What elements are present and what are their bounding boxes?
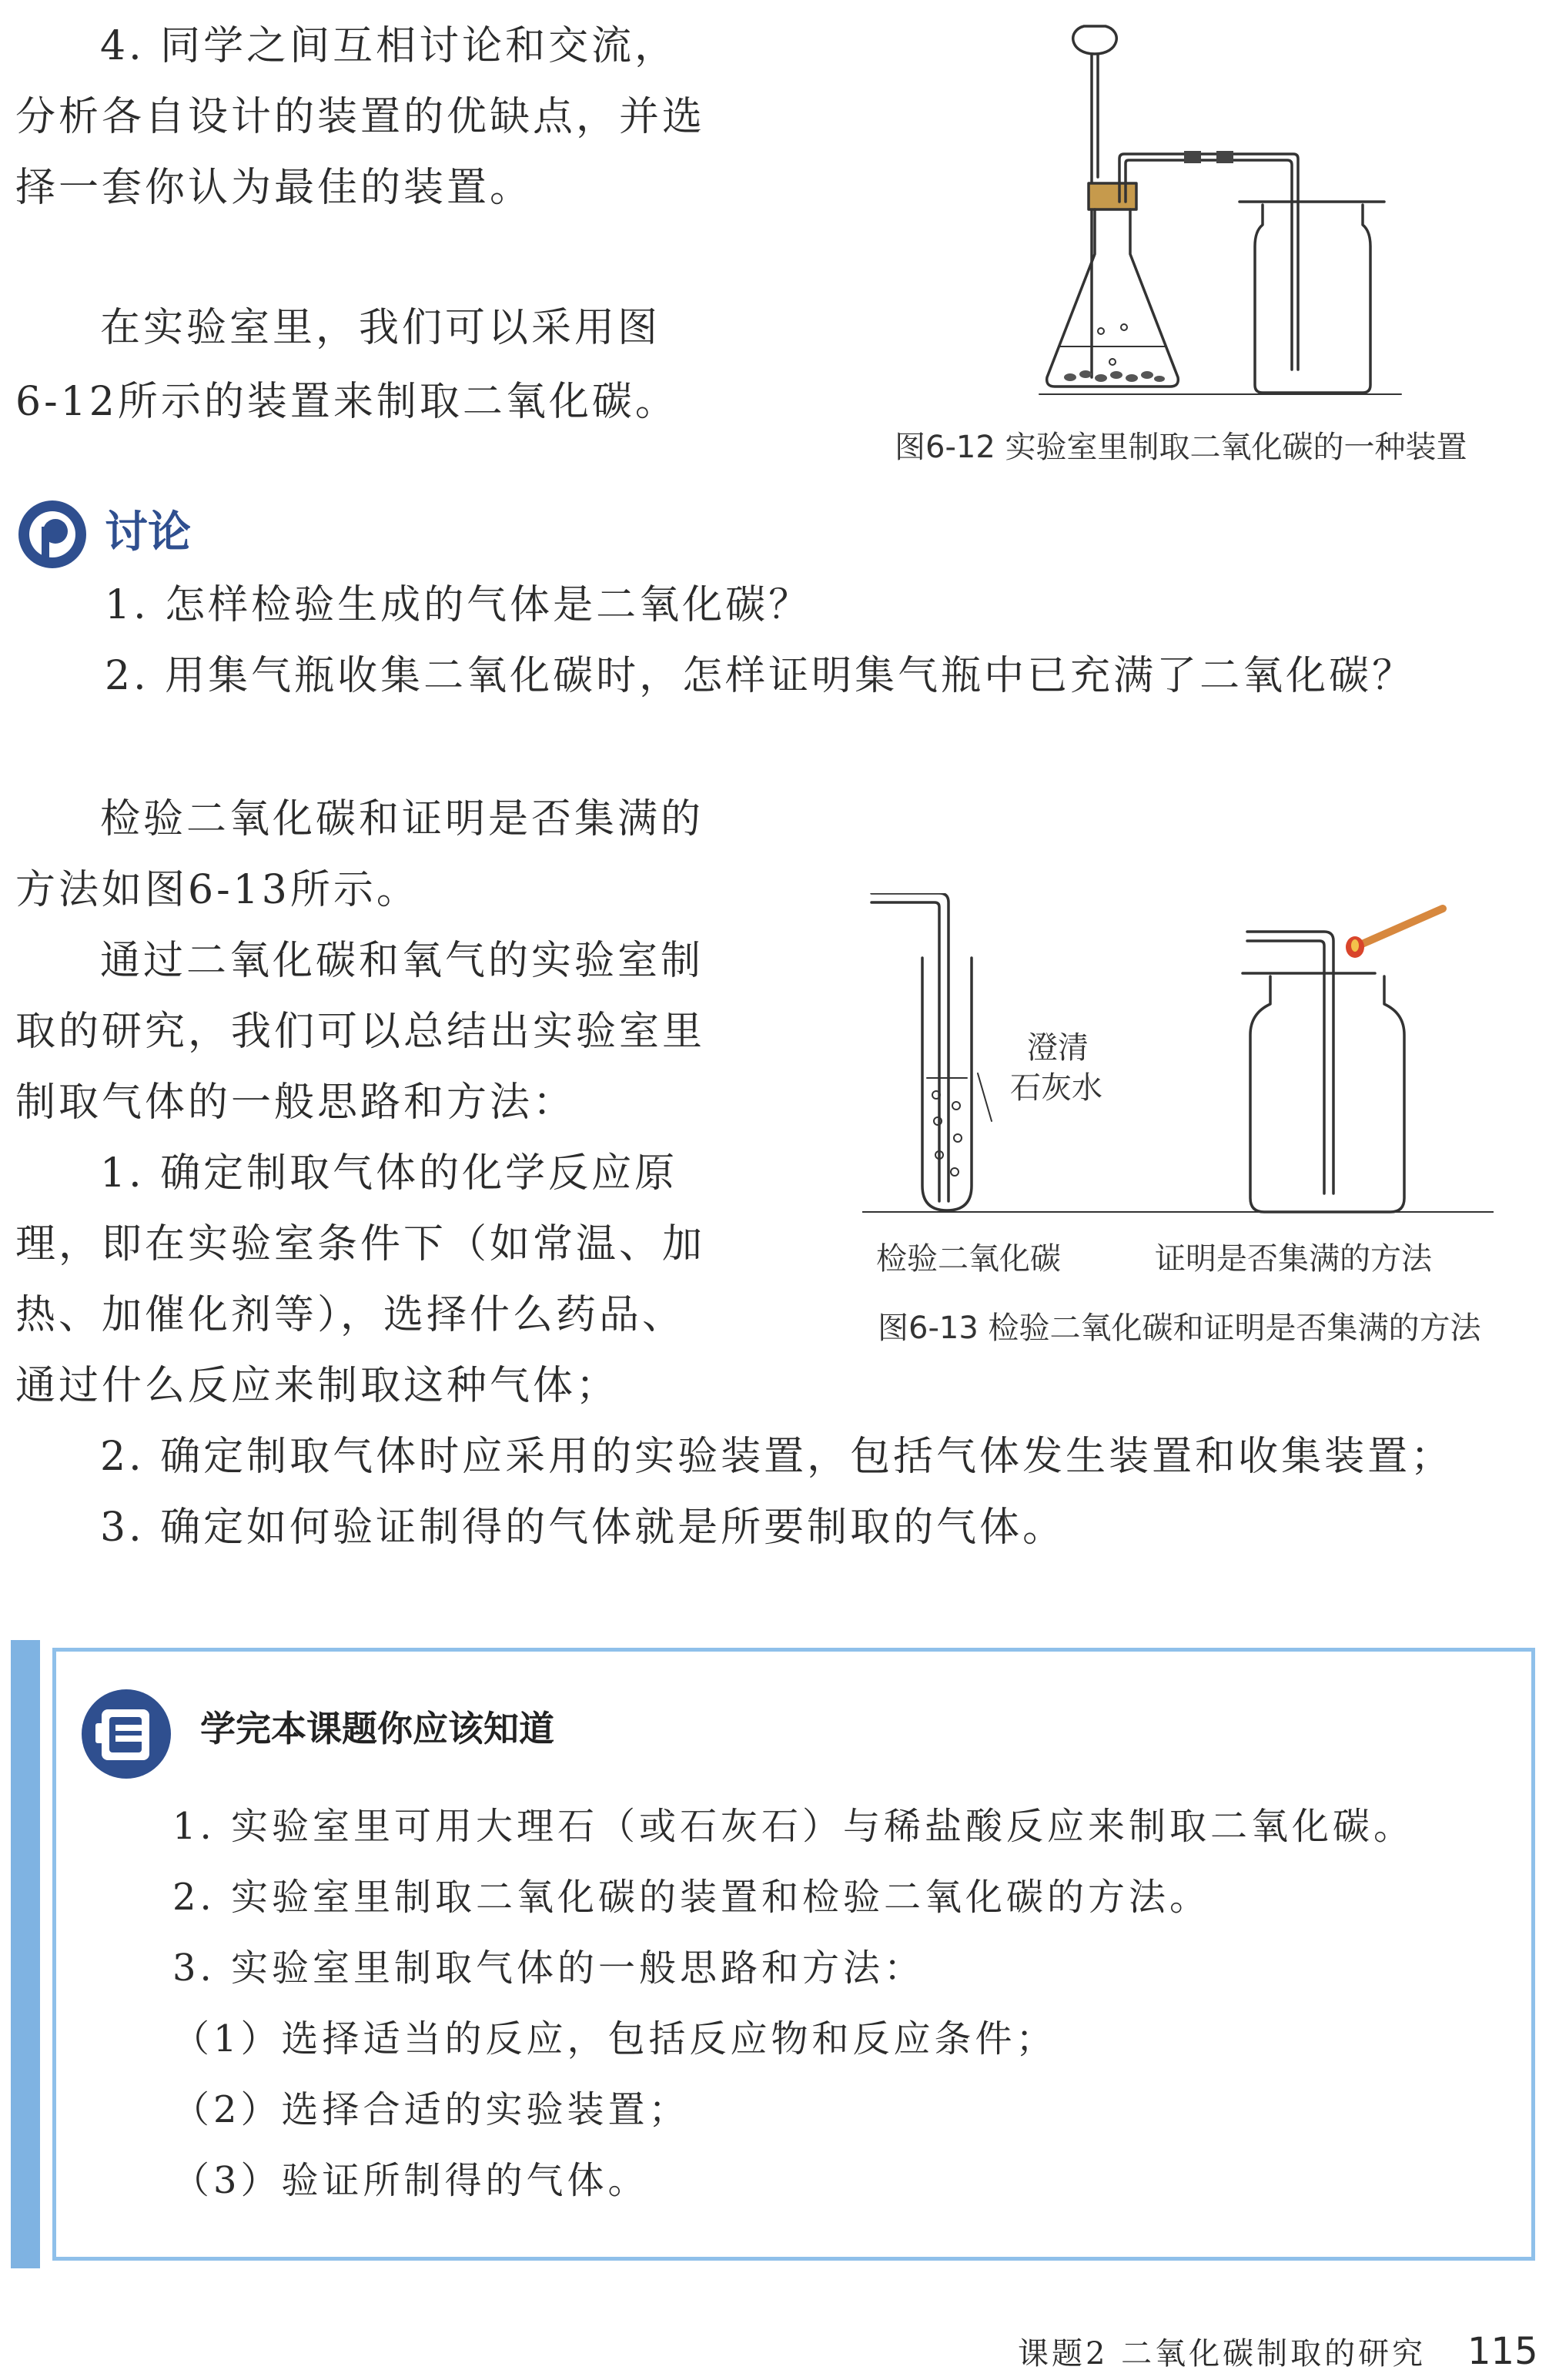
label-clear-1: 澄清 xyxy=(1027,1030,1089,1066)
label-clear-2: 石灰水 xyxy=(1010,1070,1102,1106)
discussion-item-1: 1. 怎样检验生成的气体是二氧化碳？ xyxy=(105,582,812,628)
marble-chips xyxy=(1064,370,1165,382)
footer-chapter: 课题2 二氧化碳制取的研究 xyxy=(1018,2336,1427,2372)
figure-612-caption: 图6-12 实验室里制取二氧化碳的一种装置 xyxy=(895,430,1467,465)
summary-item-5: （2）选择合适的实验装置； xyxy=(172,2088,690,2131)
page-number: 115 xyxy=(1467,2330,1538,2373)
para1-line-2: 6-12所示的装置来制取二氧化碳。 xyxy=(15,379,678,425)
body-line-1: 检验二氧化碳和证明是否集满的 xyxy=(100,796,704,842)
body-line-6: 1. 确定制取气体的化学反应原 xyxy=(100,1150,678,1197)
body-line-4: 取的研究，我们可以总结出实验室里 xyxy=(15,1009,706,1055)
summary-title: 学完本课题你应该知道 xyxy=(200,1708,554,1749)
body-full-line-2: 3. 确定如何验证制得的气体就是所要制取的气体。 xyxy=(100,1505,1066,1551)
discussion-icon xyxy=(15,497,89,571)
summary-item-3: 3. 实验室里制取气体的一般思路和方法： xyxy=(172,1947,925,1990)
body-line-2: 方法如图6-13所示。 xyxy=(15,867,420,913)
intro-line-3: 择一套你认为最佳的装置。 xyxy=(15,165,534,211)
para1-line-1: 在实验室里，我们可以采用图 xyxy=(100,305,661,351)
figure-613-sub-left: 检验二氧化碳 xyxy=(876,1241,1061,1277)
summary-item-4: （1）选择适当的反应，包括反应物和反应条件； xyxy=(172,2017,1057,2060)
summary-item-6: （3）验证所制得的气体。 xyxy=(172,2159,649,2202)
discussion-title: 讨论 xyxy=(105,507,191,557)
co2-test-figure xyxy=(862,893,1494,1217)
figure-613-caption: 图6-13 检验二氧化碳和证明是否集满的方法 xyxy=(878,1311,1481,1346)
figure-613-sub-right: 证明是否集满的方法 xyxy=(1155,1241,1432,1277)
body-line-7: 理，即在实验室条件下（如常温、加 xyxy=(15,1221,706,1267)
intro-line-1: 4. 同学之间互相讨论和交流， xyxy=(100,23,678,69)
co2-apparatus-figure xyxy=(1024,23,1424,400)
intro-line-2: 分析各自设计的装置的优缺点，并选 xyxy=(15,94,706,140)
body-line-5: 制取气体的一般思路和方法： xyxy=(15,1080,577,1126)
lime-water-bubbles xyxy=(932,1091,962,1176)
summary-item-2: 2. 实验室里制取二氧化碳的装置和检验二氧化碳的方法。 xyxy=(172,1876,1211,1919)
summary-box xyxy=(11,1640,1541,2268)
body-line-8: 热、加催化剂等），选择什么药品、 xyxy=(15,1292,686,1338)
body-line-9: 通过什么反应来制取这种气体； xyxy=(15,1363,620,1409)
body-line-3: 通过二氧化碳和氧气的实验室制 xyxy=(100,938,704,984)
key-points-icon xyxy=(79,1686,174,1782)
discussion-item-2: 2. 用集气瓶收集二氧化碳时，怎样证明集气瓶中已充满了二氧化碳？ xyxy=(105,653,1416,699)
summary-item-1: 1. 实验室里可用大理石（或石灰石）与稀盐酸反应来制取二氧化碳。 xyxy=(172,1805,1415,1848)
body-full-line-1: 2. 确定制取气体时应采用的实验装置，包括气体发生装置和收集装置； xyxy=(100,1434,1454,1480)
summary-bar xyxy=(11,1640,40,2268)
